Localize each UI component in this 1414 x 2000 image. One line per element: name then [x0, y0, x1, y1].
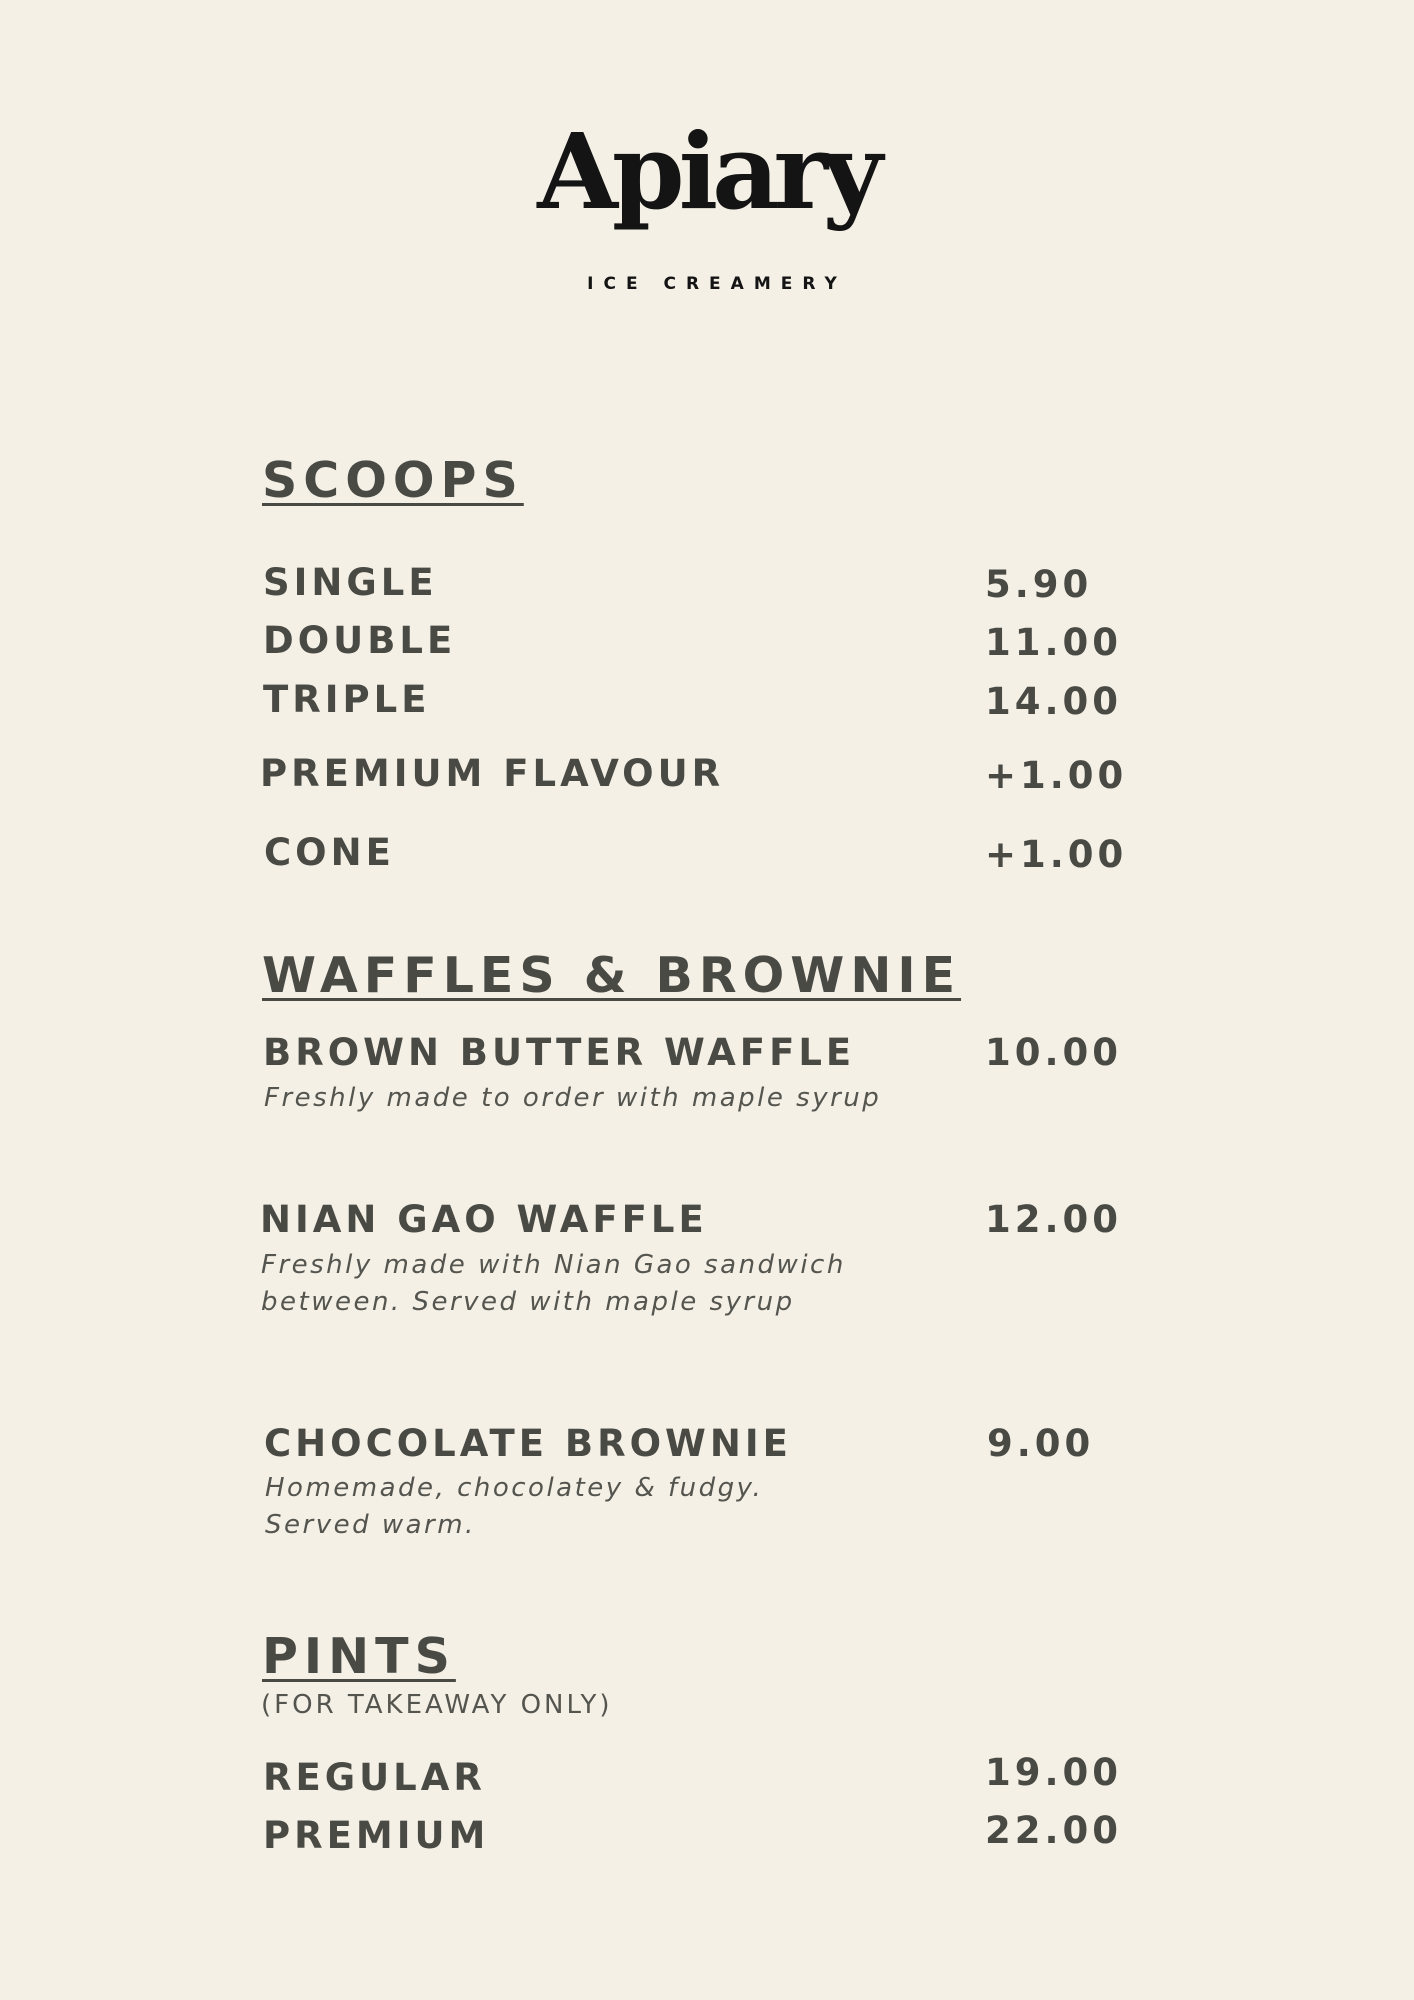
menu-item-name-cone: CONE [264, 831, 395, 874]
brand-tagline: ICE CREAMERY [587, 274, 847, 294]
menu-item-price-premium-flavour: +1.00 [985, 754, 1128, 797]
menu-item-description: Served warm. [265, 1510, 476, 1540]
menu-item-name-triple: TRIPLE [263, 678, 431, 721]
menu-item-name-single: SINGLE [263, 561, 438, 604]
menu-item-name-nian-gao-waffle: NIAN GAO WAFFLE [260, 1198, 708, 1241]
menu-item-description: between. Served with maple syrup [261, 1287, 795, 1317]
menu-item-price-brown-butter-waffle: 10.00 [985, 1031, 1123, 1074]
menu-item-price-single: 5.90 [985, 563, 1093, 606]
menu-item-name-premium-flavour: PREMIUM FLAVOUR [260, 752, 725, 795]
menu-item-price-triple: 14.00 [985, 680, 1123, 723]
menu-item-description: Homemade, chocolatey & fudgy. [265, 1473, 764, 1503]
menu-item-price-premium: 22.00 [985, 1809, 1123, 1852]
menu-item-name-brown-butter-waffle: BROWN BUTTER WAFFLE [263, 1031, 856, 1074]
menu-item-description: Freshly made to order with maple syrup [264, 1083, 882, 1113]
menu-item-price-cone: +1.00 [985, 833, 1128, 876]
menu-item-price-double: 11.00 [985, 621, 1123, 664]
menu-item-name-chocolate-brownie: CHOCOLATE BROWNIE [264, 1422, 792, 1465]
section-note-takeaway: (FOR TAKEAWAY ONLY) [261, 1690, 613, 1720]
menu-item-name-premium: PREMIUM [263, 1814, 490, 1857]
menu-item-description: Freshly made with Nian Gao sandwich [261, 1250, 846, 1280]
menu-item-price-regular: 19.00 [985, 1751, 1123, 1794]
menu-item-name-regular: REGULAR [263, 1756, 486, 1799]
section-title-scoops: SCOOPS [262, 452, 524, 509]
menu-item-name-double: DOUBLE [263, 619, 457, 662]
menu-item-price-nian-gao-waffle: 12.00 [985, 1198, 1123, 1241]
menu-item-price-chocolate-brownie: 9.00 [987, 1422, 1095, 1465]
section-title-waffles-brownie: WAFFLES & BROWNIE [262, 947, 962, 1004]
brand-logo: Apiary [537, 110, 877, 233]
section-title-pints: PINTS [262, 1628, 456, 1685]
